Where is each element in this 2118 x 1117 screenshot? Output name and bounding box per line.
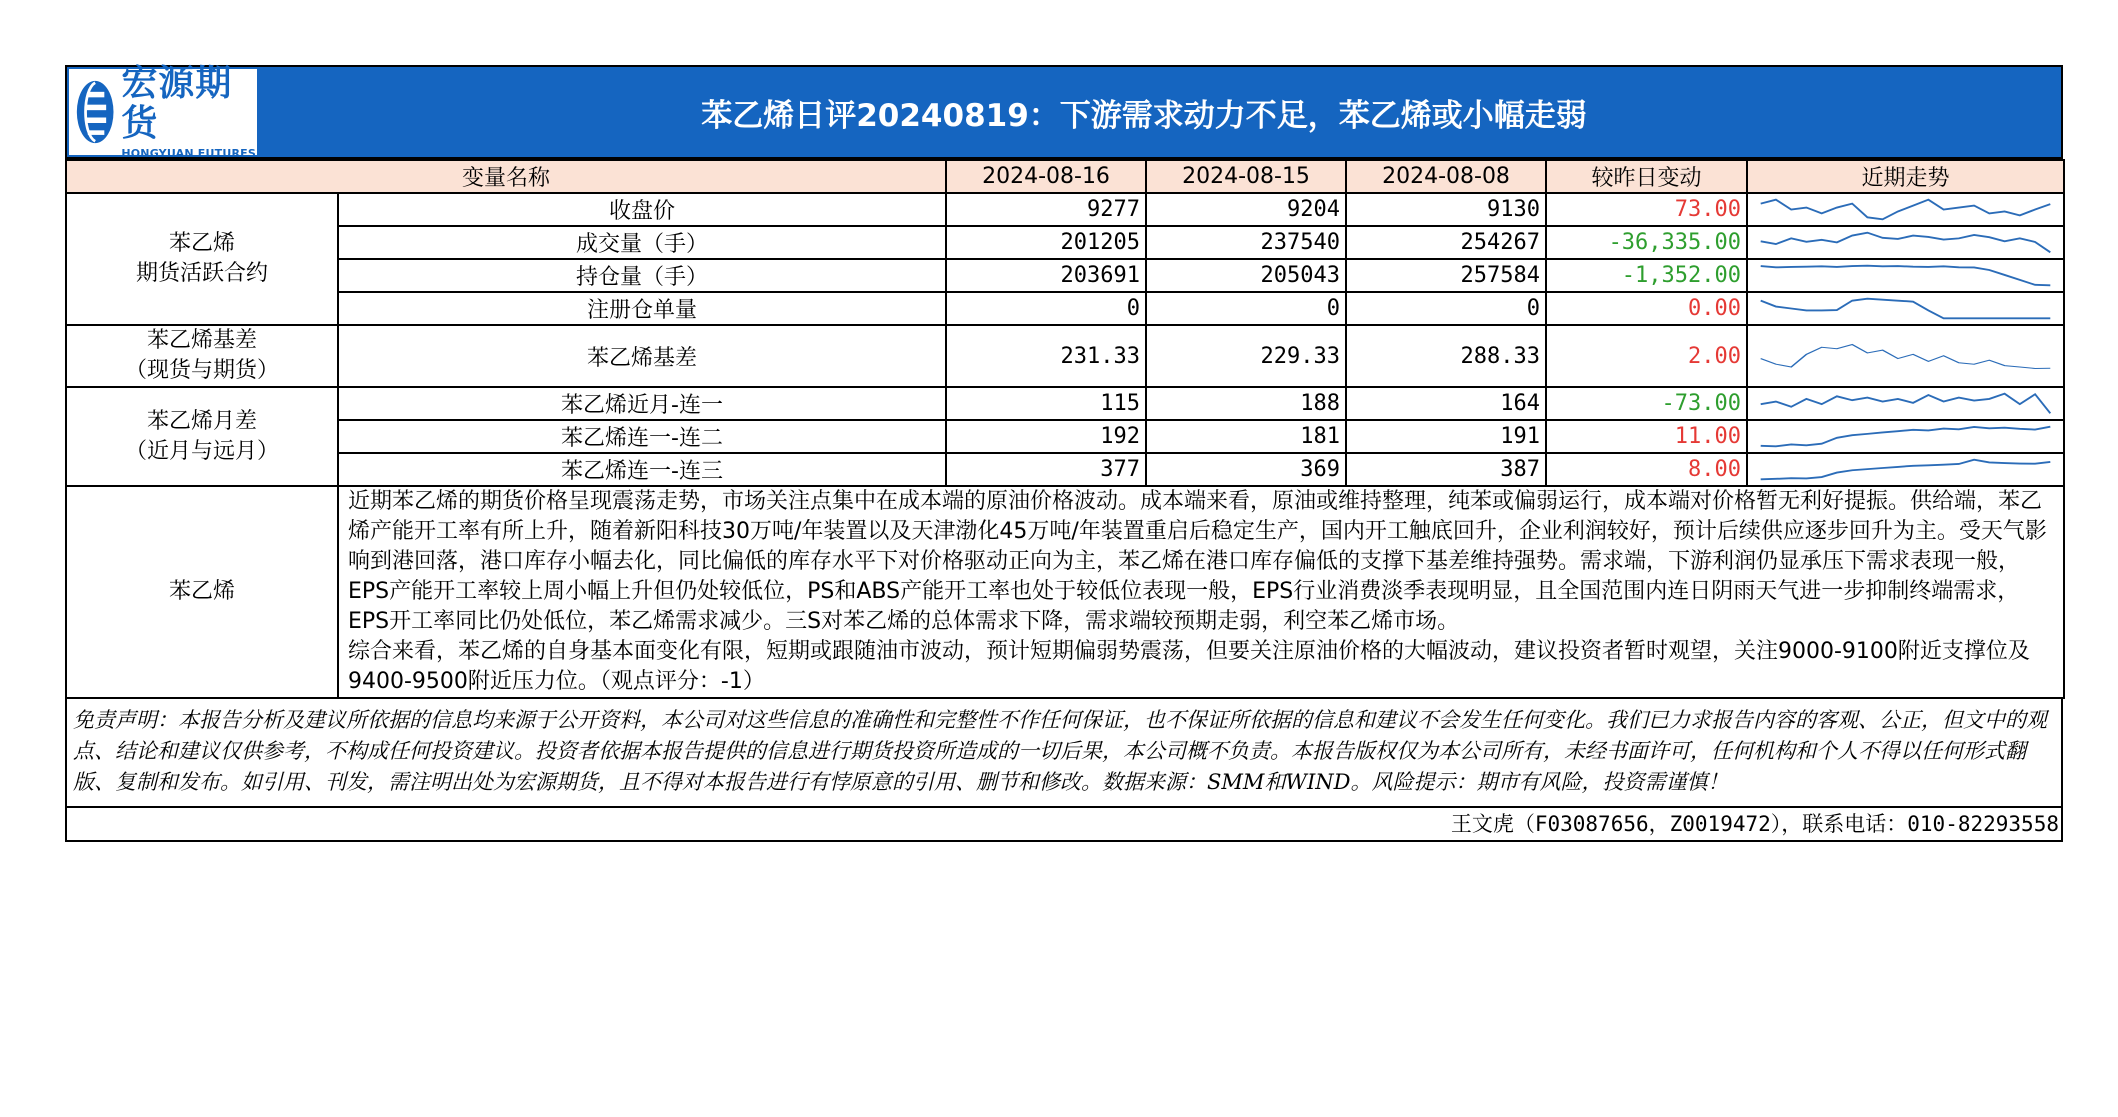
variable-name: 苯乙烯基差 — [338, 325, 946, 387]
change-value: -36,335.00 — [1546, 226, 1747, 259]
comment-row — [66, 486, 2064, 698]
change-value: 73.00 — [1546, 193, 1747, 226]
variable-name: 持仓量（手） — [338, 259, 946, 292]
header-date-1: 2024-08-16 — [946, 160, 1146, 193]
header-variable-name: 变量名称 — [66, 160, 946, 193]
change-value: -1,352.00 — [1546, 259, 1747, 292]
data-table — [65, 159, 2065, 699]
change-value: 0.00 — [1546, 292, 1747, 325]
value-date-3: 257584 — [1346, 259, 1546, 292]
category-label: （近月与远月） — [124, 438, 279, 464]
table-row — [66, 420, 2064, 453]
sparkline-series — [1761, 394, 2051, 414]
category-label: 苯乙烯 — [168, 231, 235, 256]
report — [65, 62, 2063, 842]
analyst-contact: 王文虎（F03087656，Z0019472），联系电话：010-82293558 — [65, 808, 2063, 842]
value-date-2: 188 — [1146, 387, 1346, 420]
trend-sparkline-cell — [1747, 420, 2064, 453]
trend-sparkline-cell — [1747, 259, 2064, 292]
disclaimer: 免责声明：本报告分析及建议所依据的信息均来源于公开资料，本公司对这些信息的准确性和完整性不作任何保证，也不保证所依据的信息和建议不会发生任何变化。我们已力求报告内容的客观、公正，但文中的观点、结论和建议仅供参考，不构成任何投资建议。投资者依据本报告提供的信息进行期货投资所造成的一切后果，本公司概不负责。本报告版权仅为本公司所有，未经书面许可，任何机构和个人不得以任何形式翻版、复制和发布。如引用、刊发，需注明出处为宏源期货，且不得对本报告进行有悖原意的引用、删节和修改。数据来源：SMM和WIND。风险提示：期市有风险，投资需谨慎！ — [65, 699, 2063, 808]
category-label: 期货活跃合约 — [135, 261, 268, 286]
trend-sparkline-cell — [1747, 325, 2064, 387]
value-date-3: 0 — [1346, 292, 1546, 325]
report-header — [65, 62, 2063, 161]
variable-name: 苯乙烯近月-连一 — [338, 387, 946, 420]
trend-sparkline-cell — [1747, 292, 2064, 325]
category-label: 苯乙烯月差 — [146, 408, 257, 434]
variable-name: 收盘价 — [338, 193, 946, 226]
table-row — [66, 453, 2064, 486]
value-date-3: 164 — [1346, 387, 1546, 420]
trend-sparkline — [1753, 422, 2058, 451]
header-change: 较昨日变动 — [1546, 160, 1747, 193]
hongyuan-logo-icon — [75, 74, 115, 150]
sparkline-series — [1761, 233, 2051, 253]
table-row — [66, 193, 2064, 226]
logo-chinese-text: 宏源期货 — [121, 62, 233, 144]
comment-category: 苯乙烯 — [66, 486, 338, 698]
variable-name: 成交量（手） — [338, 226, 946, 259]
trend-sparkline-cell — [1747, 226, 2064, 259]
value-date-1: 115 — [946, 387, 1146, 420]
category-cell — [66, 325, 338, 387]
category-label: 苯乙烯基差 — [146, 328, 257, 353]
value-date-2: 229.33 — [1146, 325, 1346, 387]
value-date-3: 387 — [1346, 453, 1546, 486]
comment-cell — [338, 486, 2064, 698]
value-date-3: 254267 — [1346, 226, 1546, 259]
category-label: （现货与期货） — [124, 358, 279, 383]
table-row — [66, 226, 2064, 259]
change-value: 8.00 — [1546, 453, 1747, 486]
trend-sparkline — [1753, 389, 2058, 418]
value-date-2: 205043 — [1146, 259, 1346, 292]
sparkline-series — [1761, 427, 2051, 447]
value-date-2: 9204 — [1146, 193, 1346, 226]
value-date-1: 0 — [946, 292, 1146, 325]
trend-sparkline-cell — [1747, 453, 2064, 486]
logo-english-text: HONGYUAN FUTURES — [121, 147, 256, 161]
value-date-1: 231.33 — [946, 325, 1146, 387]
table-body — [66, 160, 2064, 486]
value-date-3: 191 — [1346, 420, 1546, 453]
company-logo — [69, 62, 257, 161]
table-row — [66, 292, 2064, 325]
table-row — [66, 387, 2064, 420]
value-date-2: 181 — [1146, 420, 1346, 453]
commentary-paragraph: 综合来看，苯乙烯的自身基本面变化有限，短期或跟随油市波动，预计短期偏弱势震荡，但要关注原油价格的大幅波动，建议投资者暂时观望，关注9000-9100附近支撑位及9400-9500附近压力位。（观点评分：-1） — [348, 639, 2030, 694]
category-cell — [66, 387, 338, 486]
sparkline-series — [1761, 200, 2051, 220]
variable-name: 苯乙烯连一-连二 — [338, 420, 946, 453]
value-date-1: 203691 — [946, 259, 1146, 292]
market-commentary — [344, 487, 2058, 697]
category-cell — [66, 193, 338, 325]
trend-sparkline — [1753, 261, 2058, 290]
value-date-3: 9130 — [1346, 193, 1546, 226]
table-row — [66, 259, 2064, 292]
value-date-2: 0 — [1146, 292, 1346, 325]
change-value: 2.00 — [1546, 325, 1747, 387]
header-trend: 近期走势 — [1747, 160, 2064, 193]
value-date-1: 377 — [946, 453, 1146, 486]
sparkline-series — [1761, 460, 2051, 480]
value-date-1: 9277 — [946, 193, 1146, 226]
sparkline-series — [1761, 344, 2051, 368]
trend-sparkline — [1753, 455, 2058, 484]
variable-name: 苯乙烯连一-连三 — [338, 453, 946, 486]
change-value: -73.00 — [1546, 387, 1747, 420]
header-date-2: 2024-08-15 — [1146, 160, 1346, 193]
commentary-paragraph: 近期苯乙烯的期货价格呈现震荡走势，市场关注点集中在成本端的原油价格波动。成本端来看，原油或维持整理，纯苯或偏弱运行，成本端对价格暂无利好提振。供给端，苯乙烯产能开工率有所上升，随着新阳科技30万吨/年装置以及天津渤化45万吨/年装置重启后稳定生产，国内开工触底回升，企业利润较好，预计后续供应逐步回升为主。受天气影响到港回落，港口库存小幅去化，同比偏低的库存水平下对价格驱动正向为主，苯乙烯在港口库存偏低的支撑下基差维持强势。需求端，下游利润仍显承压下需求表现一般，EPS产能开工率较上周小幅上升但仍处较低位，PS和ABS产能开工率也处于较低位表现一般，EPS行业消费淡季表现明显，且全国范围内连日阴雨天气进一步抑制终端需求，EPS开工率同比仍处低位，苯乙烯需求减少。三S对苯乙烯的总体需求下降，需求端较预期走弱，利空苯乙烯市场。 — [348, 489, 2047, 634]
trend-sparkline — [1753, 195, 2058, 224]
trend-sparkline — [1753, 294, 2058, 323]
trend-sparkline — [1753, 342, 2058, 371]
header-date-3: 2024-08-08 — [1346, 160, 1546, 193]
value-date-3: 288.33 — [1346, 325, 1546, 387]
sparkline-series — [1761, 299, 2051, 319]
trend-sparkline-cell — [1747, 193, 2064, 226]
table-header-row — [66, 160, 2064, 193]
sparkline-series — [1761, 266, 2051, 286]
table-row — [66, 325, 2064, 387]
change-value: 11.00 — [1546, 420, 1747, 453]
report-title: 苯乙烯日评20240819：下游需求动力不足，苯乙烯或小幅走弱 — [701, 97, 1587, 134]
variable-name: 注册仓单量 — [338, 292, 946, 325]
value-date-1: 192 — [946, 420, 1146, 453]
value-date-1: 201205 — [946, 226, 1146, 259]
trend-sparkline — [1753, 228, 2058, 257]
value-date-2: 237540 — [1146, 226, 1346, 259]
trend-sparkline-cell — [1747, 387, 2064, 420]
value-date-2: 369 — [1146, 453, 1346, 486]
